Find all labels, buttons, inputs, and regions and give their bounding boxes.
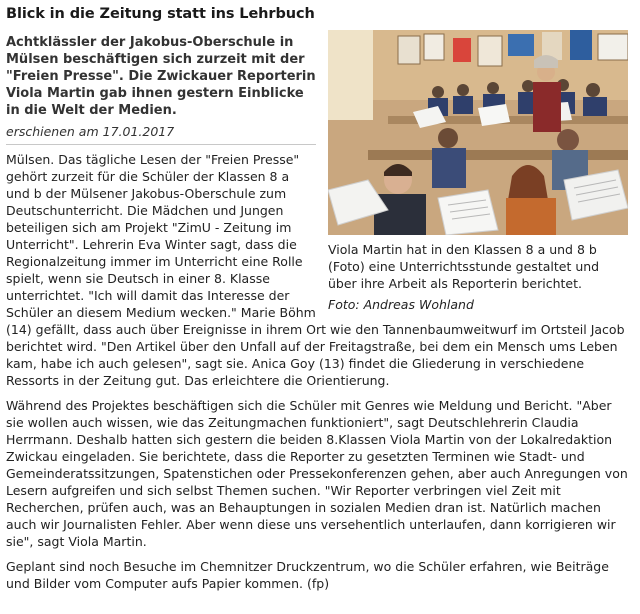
photo-credit: Foto: Andreas Wohland	[328, 297, 474, 312]
publish-date: erschienen am 17.01.2017	[6, 124, 175, 139]
photo-box	[328, 30, 628, 313]
article-paragraph-3: Geplant sind noch Besuche im Chemnitzer Druckzentrum, wo die Schüler erfahren, wie Beiträge und Bilder vom Computer aufs Papier kommen. (fp)	[6, 559, 609, 591]
article-container	[6, 4, 628, 600]
photo-caption: Viola Martin hat in den Klassen 8 a und 8 b (Foto) eine Unterrichtsstunde gestaltet und über ihre Arbeit als Reporterin berichtet.	[328, 242, 600, 291]
classroom-photo	[328, 30, 628, 235]
article-paragraph-1: Mülsen. Das tägliche Lesen der "Freien Presse" gehört zurzeit für die Schüler der Klassen 8 a und b der Mülsener Jakobus-Oberschule zum Deutschunterricht. Die Mädchen und Jungen beteiligen sich am Projekt "ZimU - Zeitung im Unterricht". Lehrerin Eva Winter sagt, dass die Regionalzeitung immer im Unterricht eine Rolle spielt, wenn sie Deutsch in einer 8. Klasse unterrichtet. "Ich will damit das Interesse der Schüler an diesem Medium wecken." Marie Böhm (14) gefällt, dass auch über Ereignisse in ihrem Ort wie den Tannenbaumweitwurf im Ortsteil Jacob berichtet wird. "Den Artikel über den Unfall auf der Freitagstraße, bei dem ein Mensch ums Leben kam, habe ich auch gelesen", sagt sie. Anica Goy (13) findet die Gliederung in verschiedene Ressorts in der Zeitung gut. Das erleichtere die Orientierung.	[6, 152, 625, 388]
divider	[6, 144, 316, 145]
article-paragraph-2: Während des Projektes beschäftigen sich die Schüler mit Genres wie Meldung und Bericht. "Aber sie wollen auch wissen, wie das Zeitungmachen funktioniert", sagt Deutschlehrerin Claudia Herrmann. Deshalb hatten sich gestern die beiden 8.Klassen Viola Martin von der Lokalredaktion Zwickau eingeladen. Sie berichtete, dass die Reporter zu gesetzten Terminen wie Stadt- und Gemeinderatssitzungen, Spatenstichen oder Pressekonferenzen gehen, aber auch Anregungen von Lesern aufgreifen und sich selbst Themen suchen. "Wir Reporter verbringen viel Zeit mit Recherchen, prüfen auch, was an Behauptungen in sozialen Medien dran ist. Natürlich machen auch wir Journalisten Fehler. Aber wenn diese uns versehentlich unterlaufen, dann korrigieren wir sie", sagt Viola Martin.	[6, 398, 628, 549]
article-title: Blick in die Zeitung statt ins Lehrbuch	[6, 6, 315, 22]
article-lead: Achtklässler der Jakobus-Oberschule in Mülsen beschäftigen sich zurzeit mit der "Freien Presse". Die Zwickauer Reporterin Viola Martin gab ihnen gestern Einblicke in die Welt der Medien.	[6, 35, 316, 118]
